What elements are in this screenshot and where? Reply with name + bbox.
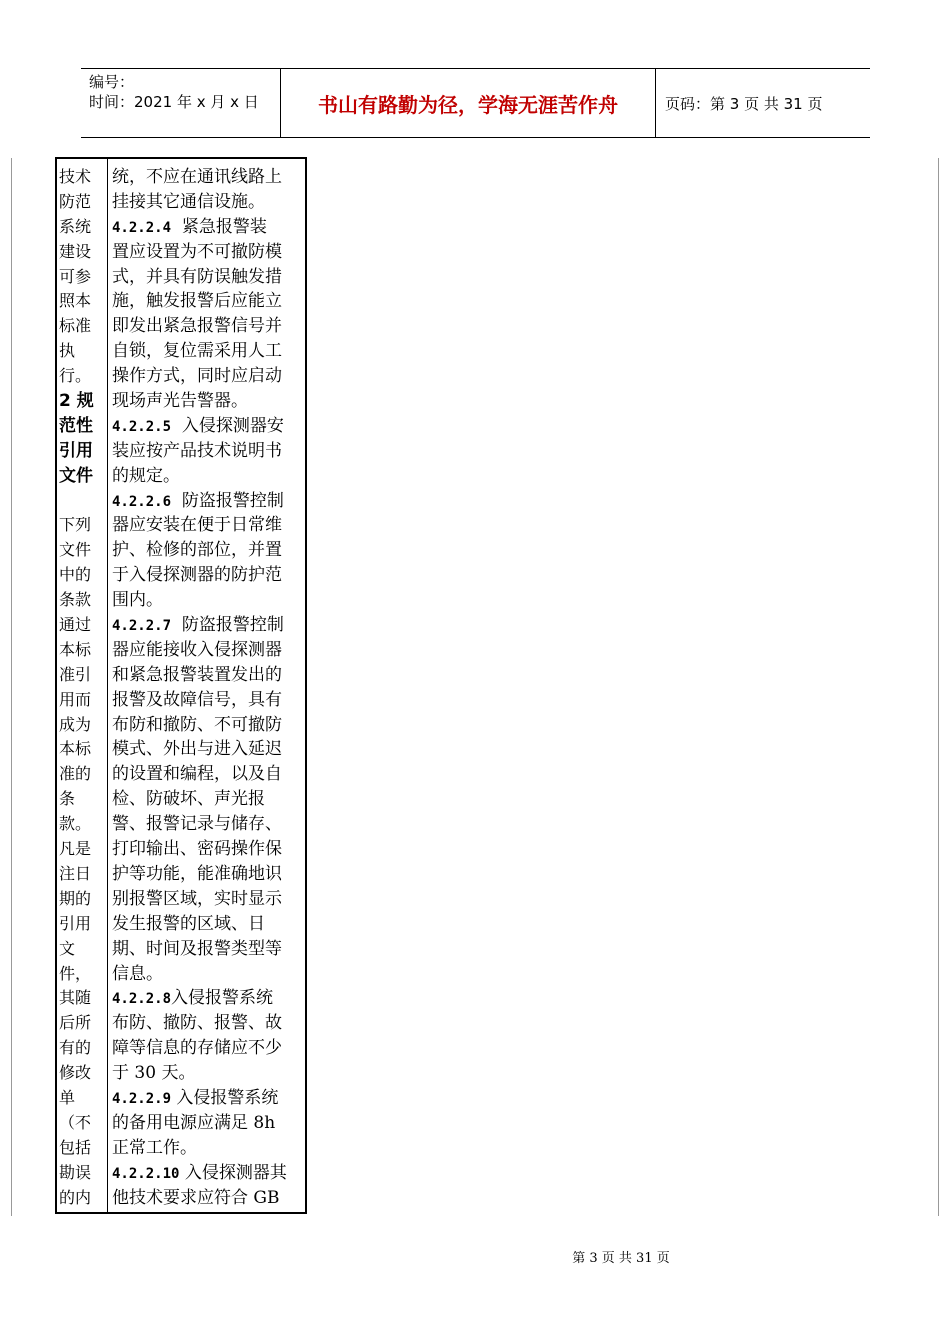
right-column-line (112, 912, 306, 937)
clause-text: 的规定。 (112, 465, 180, 486)
clause-text: 发生报警的区域、日 (112, 913, 265, 934)
left-column-line: 中的 (59, 565, 92, 585)
left-column-line: 用而 (59, 689, 92, 709)
right-column-line (112, 688, 306, 713)
clause-text: 他技术要求应符合 GB (112, 1187, 280, 1208)
right-column-line (112, 737, 306, 762)
left-column-line: 准的 (59, 764, 92, 784)
right-column-line (112, 190, 306, 215)
left-column-line: 通过 (59, 615, 92, 635)
margin-line-left (11, 158, 12, 1216)
left-column-line: 系统 (59, 216, 92, 236)
clause-text: 入侵报警系统 (171, 988, 274, 1009)
right-column-line (112, 165, 306, 190)
clause-text: 护等功能，能准确地识 (112, 863, 282, 884)
clause-text: 式，并具有防误触发措 (112, 266, 282, 287)
motto: 书山有路勤为径，学海无涯苦作舟 (281, 69, 656, 137)
right-column-line (112, 862, 306, 887)
left-column-line: （不 (59, 1112, 92, 1132)
clause-text: 入侵报警系统 (171, 1087, 279, 1108)
left-column-line: 的内 (59, 1187, 92, 1207)
right-column-line (112, 289, 306, 314)
clause-number: 4.2.2.6 (112, 493, 172, 510)
margin-line-right (938, 158, 939, 1216)
clause-text: 入侵探测器其 (179, 1162, 287, 1183)
right-column-line (112, 414, 306, 439)
clause-text: 检、防破坏、声光报 (112, 789, 265, 810)
right-column-line (112, 1011, 306, 1036)
page-header (81, 68, 870, 138)
clause-number: 4.2.2.10 (112, 1165, 180, 1182)
left-column-line: 成为 (59, 714, 92, 734)
right-column-line (112, 837, 306, 862)
left-column-line (59, 489, 103, 514)
left-column-line: 其随 (59, 988, 92, 1008)
right-column (112, 165, 306, 1210)
left-column-line: 行。 (59, 366, 92, 386)
left-column-line: 后所 (59, 1013, 92, 1033)
clause-text: 和紧急报警装置发出的 (112, 664, 282, 685)
right-column-line (112, 563, 306, 588)
right-column-line (112, 713, 306, 738)
clause-text: 报警及故障信号，具有 (112, 689, 282, 710)
right-column-line (112, 812, 306, 837)
clause-number: 4.2.2.7 (112, 618, 172, 635)
clause-text: 障等信息的存储应不少 (112, 1038, 282, 1059)
clause-number: 4.2.2.4 (112, 219, 172, 236)
left-column-line: 范性 (59, 415, 93, 436)
left-column-line: 期的 (59, 888, 92, 908)
clause-text: 于入侵探测器的防护范 (112, 565, 282, 586)
clause-text: 布防和撤防、不可撤防 (112, 714, 282, 735)
clause-text: 于 30 天。 (112, 1063, 196, 1084)
left-column-line: 包括 (59, 1137, 92, 1157)
clause-text: 信息。 (112, 963, 163, 984)
left-column-line: 条款 (59, 590, 92, 610)
right-column-line (112, 314, 306, 339)
clause-text: 防盗报警控制 (171, 490, 284, 511)
left-column-line: 防范 (59, 191, 92, 211)
clause-text: 挂接其它通信设施。 (112, 191, 265, 212)
left-column-line: 执 (59, 341, 76, 361)
left-column-line: 引用 (59, 913, 92, 933)
clause-text: 模式、外出与进入延迟 (112, 739, 282, 760)
clause-text: 入侵探测器安 (171, 415, 284, 436)
left-column-line: 技术 (59, 167, 92, 186)
right-column-line (112, 937, 306, 962)
left-column-line: 标准 (59, 316, 92, 336)
right-column-line (112, 364, 306, 389)
clause-text: 施，触发报警后应能立 (112, 291, 282, 312)
right-column-line (112, 613, 306, 638)
right-column-line (112, 762, 306, 787)
right-column-line (112, 1036, 306, 1061)
right-column-line (112, 1161, 306, 1186)
right-column-line (112, 439, 306, 464)
left-column-line: 条 (59, 789, 76, 809)
left-column-line: 照本 (59, 291, 92, 311)
right-column-line (112, 1086, 306, 1111)
clause-text: 期、时间及报警类型等 (112, 938, 282, 959)
right-column-line (112, 1111, 306, 1136)
right-column-line (112, 489, 306, 514)
header-meta (81, 69, 281, 137)
left-column-line: 引用 (59, 440, 93, 461)
clause-text: 警、报警记录与储存、 (112, 814, 282, 835)
left-column-line: 下列 (59, 515, 92, 535)
left-column-line: 本标 (59, 739, 92, 759)
clause-text: 布防、撤防、报警、故 (112, 1013, 282, 1034)
left-column-line: 文件 (59, 465, 93, 486)
left-column-line: 准引 (59, 664, 92, 684)
clause-text: 操作方式，同时应启动 (112, 366, 282, 387)
left-column-line: 可参 (59, 266, 92, 286)
clause-text: 护、检修的部位，并置 (112, 540, 282, 561)
clause-number: 4.2.2.5 (112, 418, 172, 435)
right-column-line (112, 1061, 306, 1086)
left-column-line: 建设 (59, 241, 92, 261)
clause-text: 现场声光告警器。 (112, 391, 248, 412)
code-label: 编号： (89, 73, 135, 91)
left-column-line: 凡是 (59, 839, 92, 859)
column-divider (107, 159, 108, 1212)
page-label: 页码：第 3 页 共 31 页 (665, 94, 823, 113)
left-column-line: 本标 (59, 639, 92, 659)
left-column-line: 注日 (59, 863, 92, 883)
clause-text: 的备用电源应满足 8h (112, 1112, 276, 1133)
clause-text: 正常工作。 (112, 1137, 197, 1158)
right-column-line (112, 240, 306, 265)
right-column-line (112, 887, 306, 912)
clause-text: 的设置和编程，以及自 (112, 764, 282, 785)
left-column-line: 款。 (59, 814, 92, 834)
clause-number: 4.2.2.8 (112, 991, 172, 1008)
clause-text: 器应安装在便于日常维 (112, 515, 282, 536)
content-table (55, 157, 307, 1214)
right-column-line (112, 663, 306, 688)
left-column-line: 件， (59, 963, 92, 983)
clause-text: 装应按产品技术说明书 (112, 440, 282, 461)
right-column-line (112, 265, 306, 290)
right-column-line (112, 215, 306, 240)
clause-text: 别报警区域，实时显示 (112, 888, 282, 909)
left-column-line: 文 (59, 938, 76, 958)
clause-text: 置应设置为不可撤防模 (112, 241, 282, 262)
left-column-line: 勘误 (59, 1162, 92, 1182)
right-column-line (112, 1136, 306, 1161)
right-column-line (112, 339, 306, 364)
right-column-line (112, 1186, 306, 1211)
left-column-line: 2 规 (59, 391, 94, 412)
right-column-line (112, 787, 306, 812)
left-column-line: 文件 (59, 540, 92, 560)
clause-number: 4.2.2.9 (112, 1090, 172, 1107)
right-column-line (112, 513, 306, 538)
left-column-line: 修改 (59, 1063, 92, 1083)
clause-text: 即发出紧急报警信号并 (112, 316, 282, 337)
right-column-line (112, 588, 306, 613)
right-column-line (112, 962, 306, 987)
time-label: 时间：2021 年 x 月 x 日 (89, 93, 259, 111)
clause-text: 器应能接收入侵探测器 (112, 639, 282, 660)
clause-text: 统，不应在通讯线路上 (112, 167, 282, 187)
clause-text: 围内。 (112, 590, 163, 611)
clause-text: 紧急报警装 (171, 216, 267, 237)
right-column-line (112, 464, 306, 489)
page-footer: 第 3 页 共 31 页 (572, 1251, 670, 1266)
clause-text: 自锁，复位需采用人工 (112, 341, 282, 362)
clause-text: 防盗报警控制 (171, 615, 284, 636)
left-column (59, 165, 103, 1210)
clause-text: 打印输出、密码操作保 (112, 839, 282, 860)
left-column-line: 有的 (59, 1038, 92, 1058)
right-column-line (112, 638, 306, 663)
right-column-line (112, 538, 306, 563)
right-column-line (112, 986, 306, 1011)
left-column-line: 单 (59, 1087, 76, 1107)
right-column-line (112, 389, 306, 414)
